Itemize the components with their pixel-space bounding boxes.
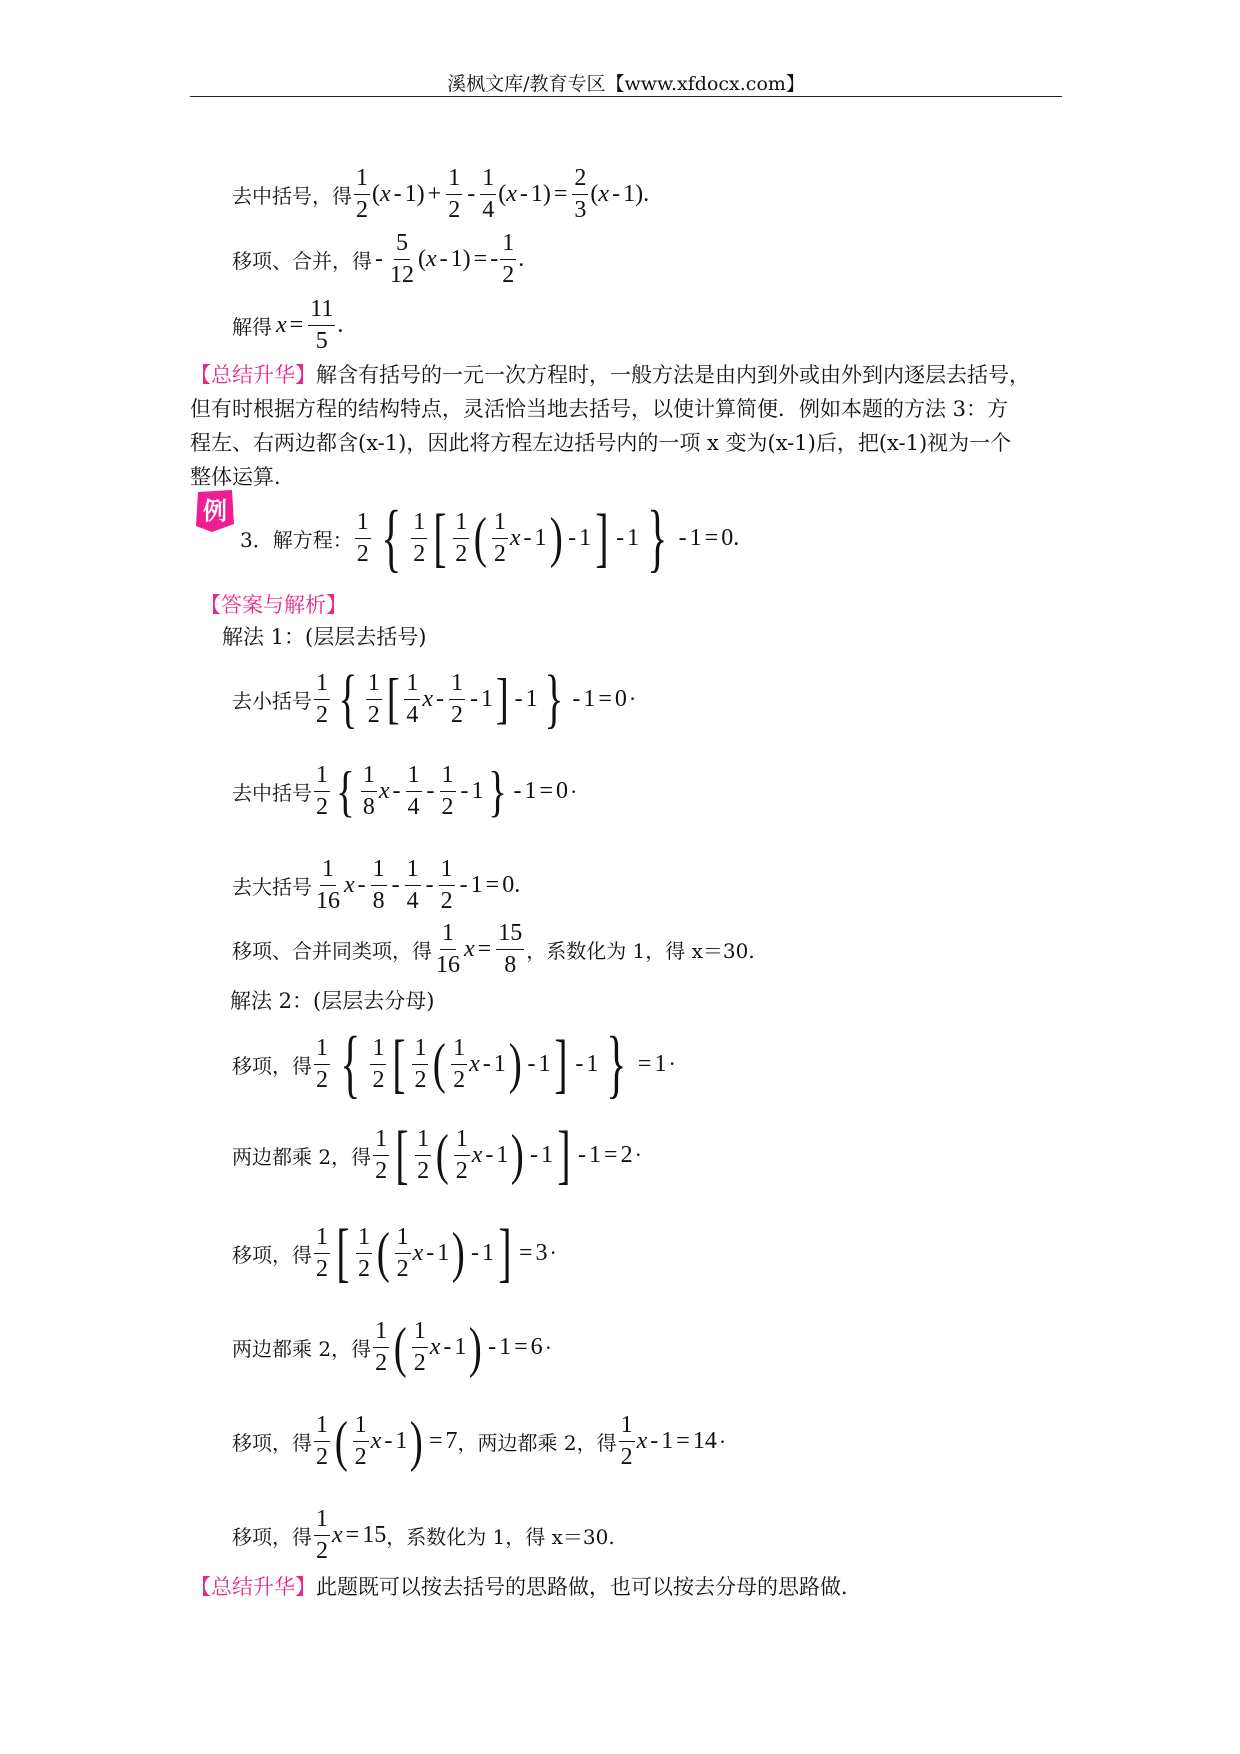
- summary-paragraph: 【总结升华】解含有括号的一元一次方程时，一般方法是由内到外或由外到内逐层去括号， 但有时根据方程的结构特点，灵活恰当地去括号，以使计算简便．例如本题的方法 3：方 程左、右两边都含(x-1)，因此将方程左边括号内的一项 x 变为(x-1)后，把(x-1)视为一个 整体运算．: [190, 363, 1030, 489]
- method2-step3: 移项，得 $\frac{1}{2}$ [ $\frac{1}{2}$ ( $\frac{1}{2}$ x - 1 ) - 1 ] = 3 ·: [232, 1216, 557, 1289]
- svg-text:例: 例: [203, 497, 227, 525]
- method2-step6: 移项，得 $\frac{1}{2}$ x = 15 ，系数化为 1，得 x＝30.: [232, 1506, 615, 1564]
- fraction: $\frac{1}{2}$: [502, 230, 515, 288]
- method-2-title: 解法 2：(层层去分母): [230, 989, 435, 1013]
- method2-step2: 两边都乘 2，得 $\frac{1}{2}$ [ $\frac{1}{2}$ ( $\frac{1}{2}$ x - 1 ) - 1 ] - 1 = 2 ·: [232, 1118, 642, 1191]
- step-remove-brackets: 去中括号，得 $\frac{1}{2}$ ( x - 1 ) + $\frac{1}{2}$ - $\frac{1}{4}$ ( x - 1 ) = $\frac{2}{3}$ ( x - 1 ) .: [232, 165, 650, 223]
- fraction: $\frac{5}{12}$: [390, 230, 414, 288]
- fraction: $\frac{1}{2}$: [448, 165, 461, 223]
- summary-tag: 【总结升华】: [190, 363, 316, 387]
- example-badge-icon: [190, 486, 240, 536]
- page-header: 溪枫文库/教育专区【www.xfdocx.com】: [447, 73, 805, 95]
- method1-step2: 去中括号 $\frac{1}{2}$ { $\frac{1}{8}$ x - $\frac{1}{4}$ - $\frac{1}{2}$ - 1 } - 1 = 0 ·: [232, 760, 578, 823]
- method2-step5: 移项，得 $\frac{1}{2}$ ( $\frac{1}{2}$ x - 1 ) = 7 ，两边都乘 2，得 $\frac{1}{2}$ x - 1 = 14 ·: [232, 1410, 727, 1473]
- step-solution: 解得 x = $\frac{11}{5}$ .: [232, 296, 344, 354]
- method1-step3: 去大括号 $\frac{1}{16}$ x - $\frac{1}{8}$ - $\frac{1}{4}$ - $\frac{1}{2}$ - 1 = 0 .: [232, 856, 521, 914]
- summary-2: 【总结升华】此题既可以按去括号的思路做，也可以按去分母的思路做．: [190, 1575, 862, 1599]
- method2-step4: 两边都乘 2，得 $\frac{1}{2}$ ( $\frac{1}{2}$ x - 1 ) - 1 = 6 ·: [232, 1316, 552, 1379]
- example-equation: 3．解方程： $\frac{1}{2}$ { $\frac{1}{2}$ [ $\frac{1}{2}$ ( $\frac{1}{2}$ x - 1 ) - 1 ] - 1 } - 1 = 0 .: [240, 496, 740, 580]
- header-divider: [190, 96, 1062, 97]
- step-label: 去中括号，得: [232, 184, 352, 208]
- fraction: $\frac{1}{2}$: [356, 165, 368, 223]
- method-1-title: 解法 1：(层层去括号): [222, 625, 427, 649]
- answer-tag: 【答案与解析】: [200, 593, 347, 617]
- fraction: $\frac{11}{5}$: [310, 296, 334, 354]
- method1-step4: 移项、合并同类项，得 $\frac{1}{16}$ x = $\frac{15}{8}$ ，系数化为 1，得 x＝30.: [232, 920, 755, 978]
- fraction: $\frac{2}{3}$: [574, 165, 587, 223]
- fraction: $\frac{1}{4}$: [482, 165, 495, 223]
- method2-step1: 移项，得 $\frac{1}{2}$ { $\frac{1}{2}$ [ $\frac{1}{2}$ ( $\frac{1}{2}$ x - 1 ) - 1 ] - 1 } = 1 ·: [232, 1022, 676, 1106]
- step-transpose-combine: 移项、合并，得 - $\frac{5}{12}$ ( x - 1 ) = - $\frac{1}{2}$ .: [232, 230, 525, 288]
- method1-step1: 去小括号 $\frac{1}{2}$ { $\frac{1}{2}$ [ $\frac{1}{4}$ x - $\frac{1}{2}$ - 1 ] - 1 } - 1 = 0 ·: [232, 662, 637, 735]
